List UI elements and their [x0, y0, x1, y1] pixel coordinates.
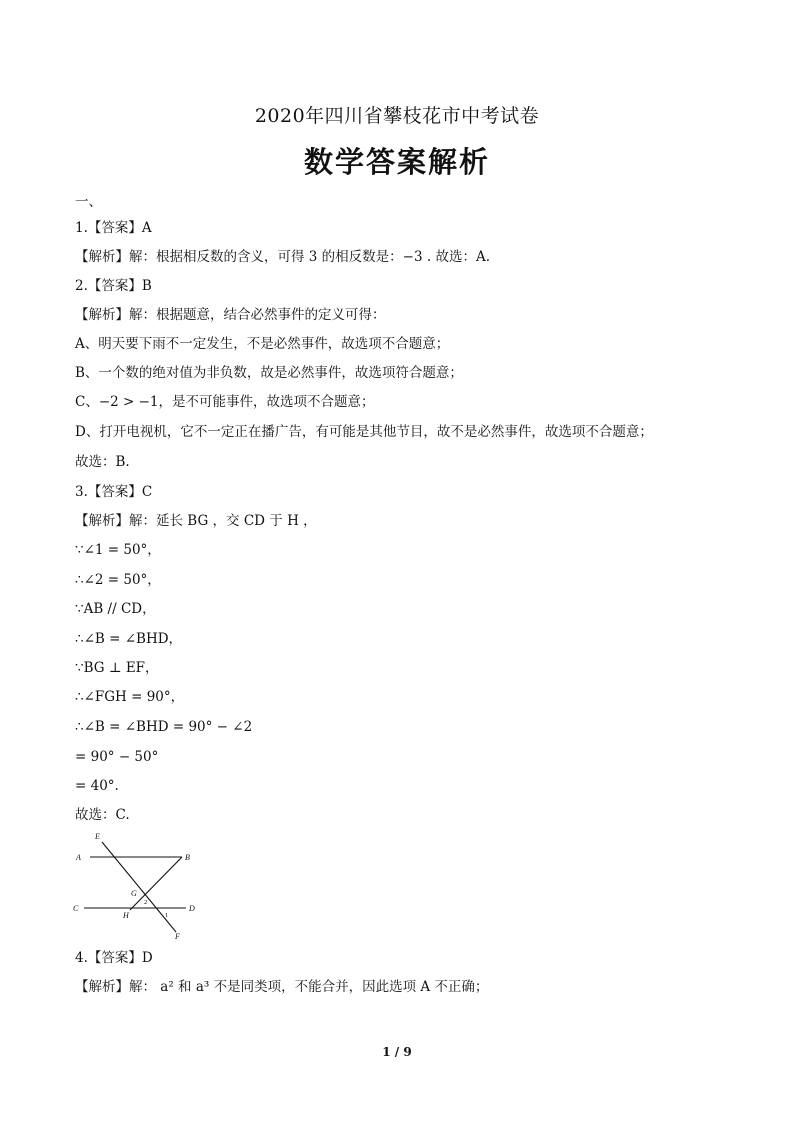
label-g: G	[131, 889, 137, 898]
q3-answer: 3.【答案】C	[75, 484, 153, 500]
label-a: A	[76, 853, 81, 862]
q3-step-1: ∵∠1 = 50°，	[75, 542, 161, 558]
q2-answer: 2.【答案】B	[75, 278, 152, 294]
label-angle-2: 2	[144, 899, 148, 906]
label-h: H	[123, 911, 129, 920]
q3-step-7: ∴∠B = ∠BHD = 90° − ∠2	[75, 719, 253, 735]
q3-conclusion: 故选：C.	[75, 807, 130, 823]
label-b: B	[185, 853, 190, 862]
q2-option-c: C、−2 > −1，是不可能事件，故选项不合题意；	[75, 394, 375, 410]
q2-explanation: 【解析】解：根据题意，结合必然事件的定义可得：	[75, 307, 386, 323]
q4-answer: 4.【答案】D	[75, 950, 153, 966]
segment-bh	[130, 857, 182, 910]
label-d: D	[189, 904, 195, 913]
q3-step-5: ∵BG ⊥ EF，	[75, 660, 159, 676]
q2-conclusion: 故选：B.	[75, 454, 130, 470]
q3-step-3: ∵AB // CD，	[75, 601, 156, 617]
q2-option-d: D、打开电视机，它不一定正在播广告，有可能是其他节目，故不是必然事件，故选项不合题意；	[75, 424, 653, 440]
q3-explanation: 【解析】解：延长 BG ，交 CD 于 H ，	[75, 513, 317, 529]
answer-title: 数学答案解析	[303, 145, 490, 179]
q3-step-2: ∴∠2 = 50°，	[75, 572, 161, 588]
q2-option-a: A、明天要下雨不一定发生，不是必然事件，故选项不合题意；	[75, 336, 450, 352]
geometry-diagram	[68, 828, 208, 943]
label-angle-1: 1	[165, 912, 169, 919]
q3-step-6: ∴∠FGH = 90°，	[75, 689, 185, 705]
q4-explanation: 【解析】解： a² 和 a³ 不是同类项，不能合并，因此选项 A 不正确；	[75, 979, 489, 995]
q2-option-b: B、一个数的绝对值为非负数，故是必然事件，故选项符合题意；	[75, 365, 463, 381]
label-c: C	[73, 904, 79, 913]
exam-title: 2020年四川省攀枝花市中考试卷	[254, 105, 540, 127]
label-f: F	[175, 932, 180, 941]
q3-step-9: = 40°.	[75, 778, 119, 794]
q1-answer: 1.【答案】A	[75, 220, 152, 236]
q1-explanation: 【解析】解：根据相反数的含义，可得 3 的相反数是：−3 . 故选：A.	[75, 249, 490, 265]
page-number: 1 / 9	[382, 1045, 412, 1059]
label-e: E	[95, 832, 100, 841]
q3-step-8: = 90° − 50°	[75, 749, 159, 765]
q3-step-4: ∴∠B = ∠BHD，	[75, 631, 183, 647]
section-one: 一、	[75, 194, 102, 210]
